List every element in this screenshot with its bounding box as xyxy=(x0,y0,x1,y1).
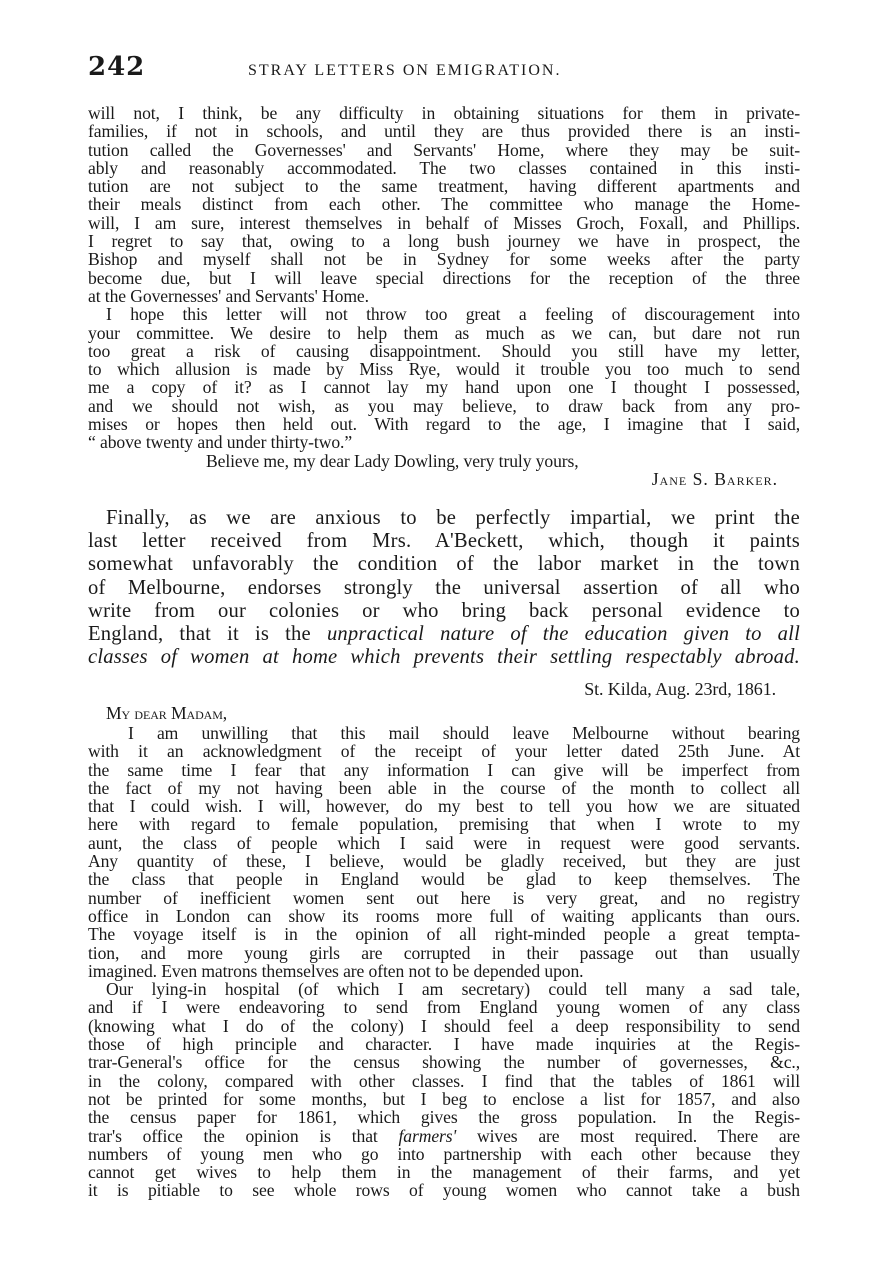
text-line: Our lying-in hospital (of which I am secretary) could tell many a sad tale, xyxy=(106,979,800,1000)
text-line: numbers of young men who go into partnership with each other because they xyxy=(88,1143,800,1164)
text-line: number of inefficient women sent out here is very great, and no registry xyxy=(88,887,800,908)
text-line: trar-General's office for the census showing the number of governesses, &c., xyxy=(88,1052,800,1073)
text-line-mixed xyxy=(88,1127,800,1145)
text-line: families, if not in schools, and until they are thus provided there is an insti- xyxy=(88,121,800,142)
text-line: with it an acknowledgment of the receipt of your letter dated 25th June. At xyxy=(88,741,800,762)
letter-date: St. Kilda, Aug. 23rd, 1861. xyxy=(584,679,776,699)
text-line: tution are not subject to the same treatment, having different apartments and xyxy=(88,176,800,197)
text-line: “ above twenty and under thirty-two.” xyxy=(88,432,353,453)
plain-text: trar's office the opinion is that xyxy=(88,1125,399,1146)
letter-2-paragraph-1 xyxy=(88,724,800,980)
plain-text: wives are most required. There are xyxy=(456,1125,800,1146)
text-line: classes of women at home which prevents their settling respectably abroad. xyxy=(88,646,800,669)
text-line: Bishop and myself shall not be in Sydney for some weeks after the party xyxy=(88,249,800,270)
text-line: Finally, as we are anxious to be perfectly impartial, we print the xyxy=(106,507,800,529)
text-line: become due, but I will leave special directions for the reception of the three xyxy=(88,267,800,288)
text-line: tion, and more young girls are corrupted in their passage out than usually xyxy=(88,942,800,963)
text-line: the class that people in England would be glad to keep themselves. The xyxy=(88,869,800,890)
text-line: write from our colonies or who bring back personal evidence to xyxy=(88,599,800,622)
text-line: cannot get wives to help them in the management of their farms, and yet xyxy=(88,1162,800,1183)
text-line: will not, I think, be any difficulty in obtaining situations for them in private- xyxy=(88,103,800,123)
text-line: office in London can show its rooms more full of waiting applicants than ours. xyxy=(88,905,800,926)
text-line: in the colony, compared with other classes. I find that the tables of 1861 will xyxy=(88,1070,800,1091)
text-line: tution called the Governesses' and Servants' Home, where they may be suit- xyxy=(88,139,800,160)
text-line: their meals distinct from each other. The committee who manage the Home- xyxy=(88,194,800,215)
letter-1 xyxy=(88,104,800,488)
editorial-paragraph xyxy=(88,507,800,669)
text-line: Any quantity of these, I believe, would be gladly received, but they are just xyxy=(88,851,800,872)
letter-salutation: My dear Madam, xyxy=(106,703,228,723)
text-line: those of high principle and character. I have made inquiries at the Regis- xyxy=(88,1034,800,1055)
text-line: imagined. Even matrons themselves are often not to be depended upon. xyxy=(88,960,584,981)
text-line: too great a risk of causing disappointment. Should you still have my letter, xyxy=(88,340,800,361)
text-line: here with regard to female population, premising that when I wrote to my xyxy=(88,814,800,835)
text-line: your committee. We desire to help them as much as we can, but dare not run xyxy=(88,322,800,343)
text-line: last letter received from Mrs. A'Beckett, which, though it paints xyxy=(88,530,800,553)
letter-1-paragraph-1 xyxy=(88,104,800,305)
letter-signature: Jane S. Barker. xyxy=(651,468,778,489)
text-line: somewhat unfavorably the condition of the labor market in the town xyxy=(88,553,800,576)
letter-2-paragraph-2 xyxy=(88,980,800,1200)
text-line: ably and reasonably accommodated. The two classes contained in this insti- xyxy=(88,157,800,178)
text-line: that I could wish. I will, however, do my best to tell you how we are situated xyxy=(88,796,800,817)
text-line: aunt, the class of people which I said were in request were good servants. xyxy=(88,832,800,853)
letter-closing: Believe me, my dear Lady Dowling, very truly yours, xyxy=(206,450,579,471)
letter-1-paragraph-2 xyxy=(88,305,800,451)
text-line: The voyage itself is in the opinion of all right-minded people a great tempta- xyxy=(88,924,800,945)
text-line: not be printed for some months, but I beg to enclose a list for 1857, and also xyxy=(88,1088,800,1109)
letter-2 xyxy=(88,680,800,1200)
text-line: will, I am sure, interest themselves in behalf of Misses Groch, Foxall, and Phillips. xyxy=(88,212,800,233)
italic-text: unpractical nature of the education given to all xyxy=(326,622,801,645)
text-line: it is pitiable to see whole rows of young women who cannot take a bush xyxy=(88,1180,800,1201)
page-number: 242 xyxy=(88,52,146,82)
text-line: the census paper for 1861, which gives the gross population. In the Regis- xyxy=(88,1107,800,1128)
text-line: me a copy of it? as I cannot lay my hand upon one I thought I possessed, xyxy=(88,377,800,398)
text-line: the fact of my not having been able in the course of the month to collect all xyxy=(88,777,800,798)
text-line: at the Governesses' and Servants' Home. xyxy=(88,285,369,306)
text-line: and we should not wish, as you may believe, to draw back from any pro- xyxy=(88,395,800,416)
text-line: (knowing what I do of the colony) I should feel a deep responsibility to send xyxy=(88,1015,800,1036)
text-line: and if I were endeavoring to send from England young women of any class xyxy=(88,997,800,1018)
text-line: to which allusion is made by Miss Rye, would it trouble you too much to send xyxy=(88,359,800,380)
text-line: the same time I fear that any information I can give will be imperfect from xyxy=(88,759,800,780)
italic-text: farmers' xyxy=(398,1125,457,1146)
text-line-mixed xyxy=(88,623,800,646)
text-line: I hope this letter will not throw too great a feeling of discouragement into xyxy=(106,304,800,325)
plain-text: England, that it is the xyxy=(88,622,327,645)
text-line: mises or hopes then held out. With regard to the age, I imagine that I said, xyxy=(88,414,800,435)
text-line: I am unwilling that this mail should leave Melbourne without bearing xyxy=(128,723,800,743)
page-header xyxy=(88,52,800,86)
text-line: I regret to say that, owing to a long bush journey we have in prospect, the xyxy=(88,231,800,252)
text-line: of Melbourne, endorses strongly the universal assertion of all who xyxy=(88,576,800,599)
running-title: STRAY LETTERS ON EMIGRATION. xyxy=(248,62,562,79)
